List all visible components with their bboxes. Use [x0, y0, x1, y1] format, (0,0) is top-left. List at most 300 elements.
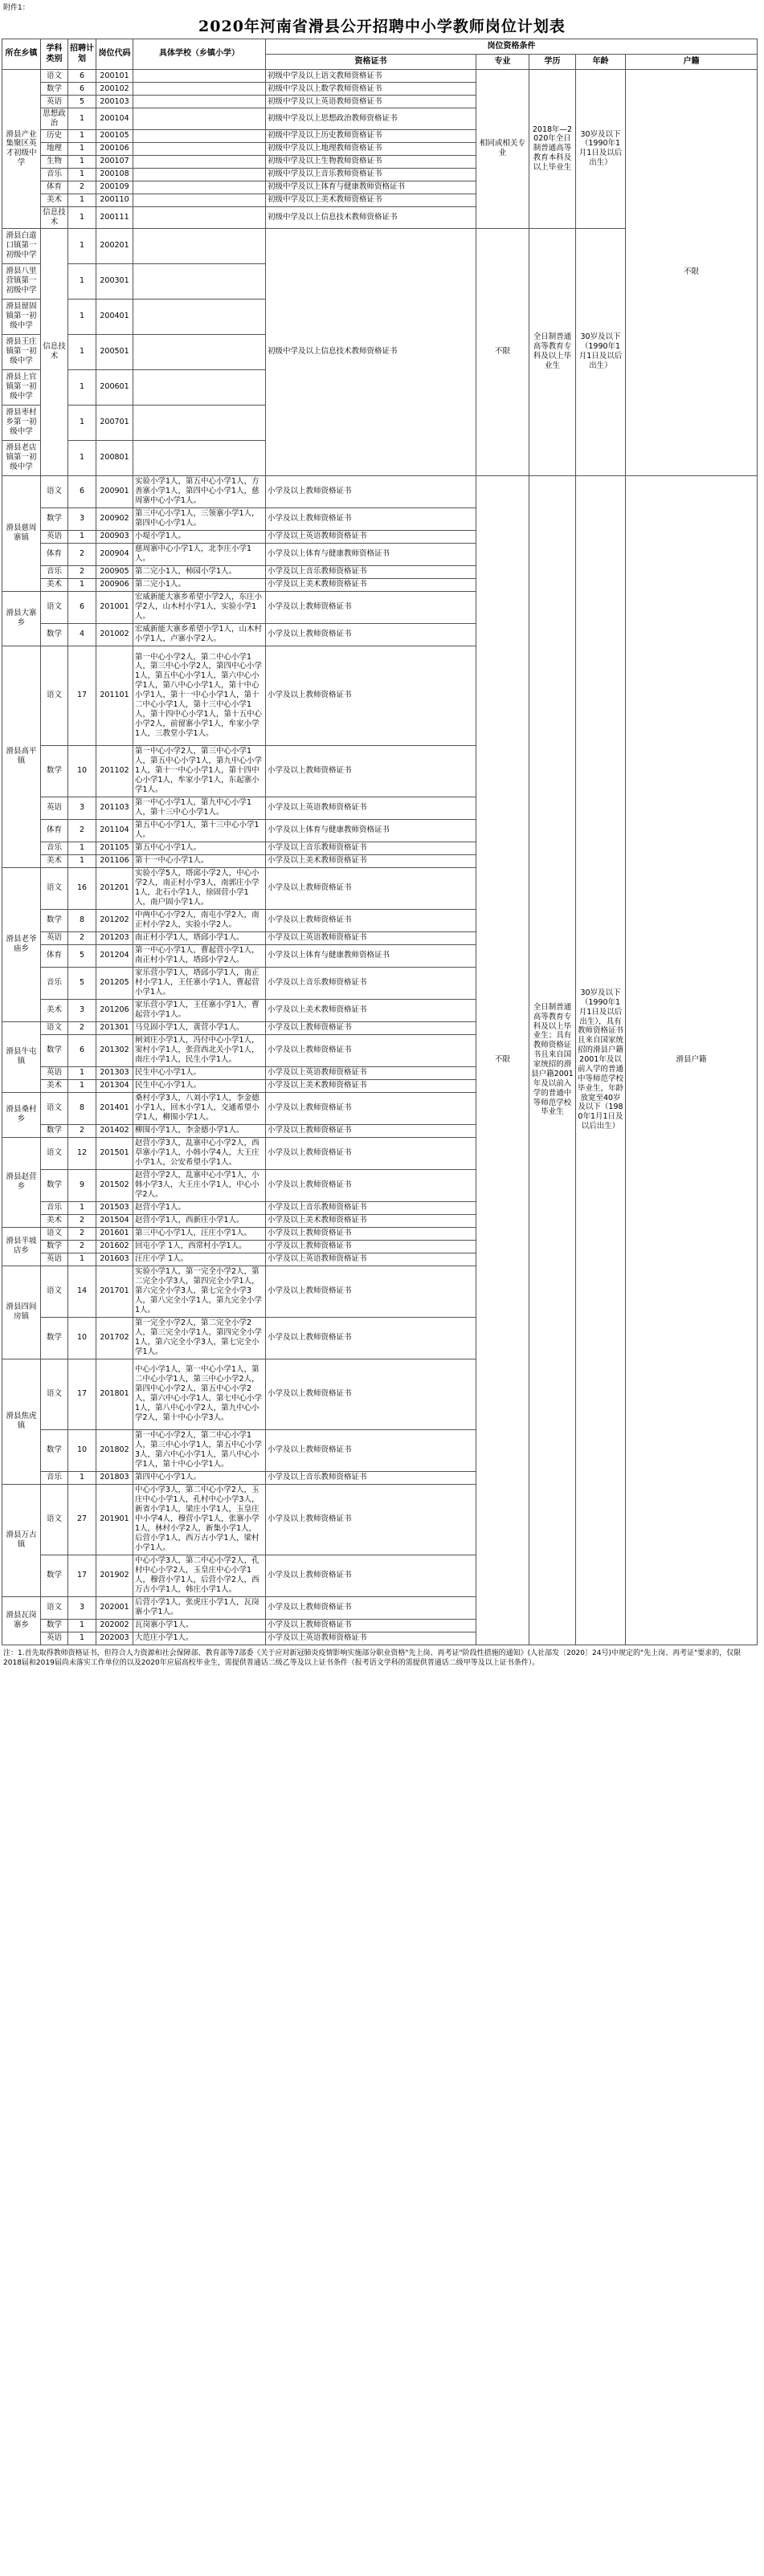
count-cell: 1 [68, 1471, 96, 1484]
header-education: 学历 [529, 55, 576, 70]
certificate-cell: 初级中学及以上生物教师资格证书 [266, 155, 476, 168]
certificate-cell: 小学及以上教师资格证书 [266, 1169, 476, 1201]
certificate-cell: 小学及以上英语教师资格证书 [266, 1066, 476, 1079]
subject-cell: 语文 [41, 1092, 68, 1124]
subject-cell: 音乐 [41, 565, 68, 578]
subject-cell: 数学 [41, 1169, 68, 1201]
footnote: 注：1.首先取得教师资格证书，但符合人力资源和社会保障部、教育部等7部委《关于应对新冠肺炎疫情影响实施部分职业资格"先上岗、再考证"阶段性措施的通知》(人社部发〔2020〕24号)中规定的"先上岗、再考证"要求的，仅限2018届和2019届尚未落实工作单位的以及2020年应届高校毕业生，需提供普通话二级乙等及以上证书条件（报考语文学科的需提供普通话二级甲等及以上证书条件）。 [3, 1649, 742, 1668]
certificate-cell: 小学及以上教师资格证书 [266, 909, 476, 931]
count-cell: 1 [68, 1079, 96, 1092]
count-cell: 2 [68, 1240, 96, 1253]
town-name: 滑县八里营镇第一初级中学 [2, 263, 41, 299]
code-cell: 202002 [96, 1619, 133, 1632]
code-cell: 200109 [96, 181, 133, 194]
code-cell: 200108 [96, 168, 133, 181]
certificate-cell: 小学及以上美术教师资格证书 [266, 854, 476, 867]
subject-cell: 英语 [41, 1253, 68, 1266]
town-name: 滑县大寨乡 [2, 591, 41, 646]
age-cell: 30岁及以下（1990年1月1日及以后出生） [576, 70, 626, 229]
code-cell: 200501 [96, 334, 133, 369]
count-cell: 3 [68, 1596, 96, 1619]
school-cell: 第一中心小学1人，曹起营小学1人，南正村小学1人，塔邱小学2人。 [133, 944, 266, 967]
subject-cell: 美术 [41, 194, 68, 206]
header-major: 专业 [476, 55, 529, 70]
subject-cell: 数学 [41, 1034, 68, 1066]
code-cell: 200301 [96, 263, 133, 299]
certificate-cell: 初级中学及以上数学教师资格证书 [266, 83, 476, 96]
code-cell: 201803 [96, 1471, 133, 1484]
attachment-label: 附件1： [3, 4, 30, 12]
subject-cell: 生物 [41, 155, 68, 168]
subject-cell: 音乐 [41, 1471, 68, 1484]
town-name: 滑县留固镇第一初级中学 [2, 299, 41, 334]
subject-cell: 体育 [41, 543, 68, 565]
certificate-cell: 初级中学及以上体育与健康教师资格证书 [266, 181, 476, 194]
certificate-cell: 小学及以上英语教师资格证书 [266, 931, 476, 944]
subject-cell: 语文 [41, 1137, 68, 1169]
school-cell: 瓦岗寨小学1人。 [133, 1619, 266, 1632]
certificate-cell: 小学及以上教师资格证书 [266, 623, 476, 646]
subject-cell: 语文 [41, 1227, 68, 1240]
certificate-cell: 初级中学及以上思想政治教师资格证书 [266, 108, 476, 130]
count-cell: 3 [68, 797, 96, 819]
count-cell: 3 [68, 507, 96, 530]
school-cell: 第三中心小学1人，汪庄小学1人。 [133, 1227, 266, 1240]
code-cell: 201502 [96, 1169, 133, 1201]
certificate-cell: 初级中学及以上英语教师资格证书 [266, 96, 476, 108]
certificate-cell: 小学及以上体育与健康教师资格证书 [266, 543, 476, 565]
major-cell: 相同或相关专业 [476, 70, 529, 229]
subject-cell: 英语 [41, 1632, 68, 1645]
count-cell: 1 [68, 842, 96, 854]
school-cell: 回屯小学 1人，西常村小学1人。 [133, 1240, 266, 1253]
town-name: 滑县白道口镇第一初级中学 [2, 228, 41, 263]
count-cell: 6 [68, 83, 96, 96]
count-cell: 1 [68, 168, 96, 181]
town-name: 滑县赵营乡 [2, 1137, 41, 1227]
code-cell: 201504 [96, 1214, 133, 1227]
code-cell: 201503 [96, 1201, 133, 1214]
town-name: 滑县瓦岗寨乡 [2, 1596, 41, 1645]
count-cell: 10 [68, 745, 96, 797]
code-cell: 200901 [96, 475, 133, 507]
header-conditions: 岗位资格条件 [266, 39, 758, 55]
count-cell: 14 [68, 1266, 96, 1317]
school-cell [133, 405, 266, 440]
certificate-cell: 小学及以上体育与健康教师资格证书 [266, 944, 476, 967]
certificate-cell: 小学及以上教师资格证书 [266, 1555, 476, 1596]
certificate-cell: 初级中学及以上美术教师资格证书 [266, 194, 476, 206]
code-cell: 200110 [96, 194, 133, 206]
certificate-cell: 小学及以上音乐教师资格证书 [266, 1201, 476, 1214]
subject-cell: 数学 [41, 623, 68, 646]
code-cell: 202003 [96, 1632, 133, 1645]
subject-cell: 美术 [41, 854, 68, 867]
subject-cell: 历史 [41, 129, 68, 142]
school-cell: 第三中心小学1人，三领寨小学1人，第四中心小学1人。 [133, 507, 266, 530]
count-cell: 2 [68, 819, 96, 842]
page-title: 2020年河南省滑县公开招聘中小学教师岗位计划表 [198, 18, 566, 35]
certificate-cell: 小学及以上教师资格证书 [266, 745, 476, 797]
certificate-cell: 小学及以上教师资格证书 [266, 1137, 476, 1169]
school-cell [133, 83, 266, 96]
school-cell: 宏威新能大寨乡希望小学1人，山木村小学1人，卢寨小学2人。 [133, 623, 266, 646]
school-cell [133, 96, 266, 108]
count-cell: 4 [68, 623, 96, 646]
code-cell: 201302 [96, 1034, 133, 1066]
subject-cell: 数学 [41, 83, 68, 96]
subject-cell: 音乐 [41, 168, 68, 181]
subject-cell: 英语 [41, 1066, 68, 1079]
certificate-cell: 小学及以上教师资格证书 [266, 1317, 476, 1359]
count-cell: 1 [68, 263, 96, 299]
subject-cell: 美术 [41, 578, 68, 591]
school-cell: 汪庄小学 1人。 [133, 1253, 266, 1266]
school-cell: 中两中心小学2人，南屯小学2人，南正村小学2人，实验小学2人。 [133, 909, 266, 931]
certificate-cell: 小学及以上英语教师资格证书 [266, 1253, 476, 1266]
school-cell [133, 168, 266, 181]
school-cell [133, 194, 266, 206]
certificate-cell: 小学及以上教师资格证书 [266, 1124, 476, 1137]
certificate-cell: 小学及以上教师资格证书 [266, 646, 476, 745]
subject-cell: 语文 [41, 1359, 68, 1429]
school-cell [133, 155, 266, 168]
certificate-cell: 小学及以上美术教师资格证书 [266, 999, 476, 1021]
header-location: 所在乡镇 [2, 39, 41, 70]
count-cell: 1 [68, 108, 96, 130]
subject-cell: 美术 [41, 999, 68, 1021]
count-cell: 2 [68, 181, 96, 194]
count-cell: 1 [68, 369, 96, 405]
code-cell: 201206 [96, 999, 133, 1021]
certificate-cell: 小学及以上教师资格证书 [266, 1484, 476, 1555]
code-cell: 201303 [96, 1066, 133, 1079]
certificate-cell: 小学及以上教师资格证书 [266, 591, 476, 623]
certificate-cell: 小学及以上教师资格证书 [266, 1021, 476, 1034]
count-cell: 2 [68, 1227, 96, 1240]
subject-cell: 英语 [41, 797, 68, 819]
count-cell: 1 [68, 530, 96, 543]
count-cell: 1 [68, 228, 96, 263]
code-cell: 201801 [96, 1359, 133, 1429]
school-cell: 第二完小1人。 [133, 578, 266, 591]
school-cell [133, 369, 266, 405]
school-cell: 南正村小学1人，塔邱小学1人。 [133, 931, 266, 944]
code-cell: 201603 [96, 1253, 133, 1266]
code-cell: 202001 [96, 1596, 133, 1619]
certificate-cell: 小学及以上美术教师资格证书 [266, 1214, 476, 1227]
count-cell: 1 [68, 440, 96, 475]
town-name: 滑县四间房镇 [2, 1266, 41, 1359]
code-cell: 200111 [96, 206, 133, 228]
subject-cell: 语文 [41, 1266, 68, 1317]
school-cell [133, 206, 266, 228]
subject-cell: 语文 [41, 70, 68, 83]
school-cell: 赵营小学3人，乱寨中心小学2人，西草寨小学1人，小韩小学4人，大王庄小学1人，公安希望小学1人。 [133, 1137, 266, 1169]
count-cell: 17 [68, 1555, 96, 1596]
count-cell: 2 [68, 1021, 96, 1034]
code-cell: 201102 [96, 745, 133, 797]
town-name: 滑县慈周寨镇 [2, 475, 41, 591]
town-name: 滑县老爷庙乡 [2, 867, 41, 1021]
count-cell: 17 [68, 1359, 96, 1429]
school-cell: 第一中心小学2人，第三中心小学1人，第五中心小学1人，第九中心小学1人，第十一中心小学1人，第十四中心小学1人，牟家小学1人，东起寨小学1人。 [133, 745, 266, 797]
code-cell: 200107 [96, 155, 133, 168]
code-cell: 201105 [96, 842, 133, 854]
subject-cell: 语文 [41, 1484, 68, 1555]
school-cell: 第一中心小学2人，第二中心小学1人，第三中心小学2人，第四中心小学1人，第五中心小学1人，第六中心小学1人，第八中心小学1人，第十中心小学1人，第十一中心小学1人，第十二中心小学1人，第十三中心小学1人，第十四中心小学1人，第十五中心小学2人，前留寨小学1人，牟家小学1人，三教堂小学1人。 [133, 646, 266, 745]
school-cell [133, 440, 266, 475]
count-cell: 1 [68, 854, 96, 867]
school-cell: 家乐营小学1人，塔邱小学1人，南正村小学1人，王任寨小学1人，曹起营小学1人。 [133, 967, 266, 999]
school-cell: 第五中心小学1人。 [133, 842, 266, 854]
school-cell: 第一完全小学2人，第二完全小学2人，第三完全小学1人，第四完全小学1人，第六完全小学3人，第七完全小学1人。 [133, 1317, 266, 1359]
certificate-cell: 小学及以上教师资格证书 [266, 1429, 476, 1471]
subject-cell: 数学 [41, 1317, 68, 1359]
certificate-cell: 小学及以上教师资格证书 [266, 1596, 476, 1619]
major-cell: 不限 [476, 228, 529, 475]
code-cell: 201402 [96, 1124, 133, 1137]
subject-cell: 数学 [41, 507, 68, 530]
school-cell: 第四中心小学1人。 [133, 1471, 266, 1484]
school-cell: 中心小学3人，第二中心小学2人，孔村中心小学2人，玉皇庄中心小学1人，穆营小学1人，后营小学2人，西万古小学1人，韩庄小学1人。 [133, 1555, 266, 1596]
code-cell: 201205 [96, 967, 133, 999]
count-cell: 1 [68, 1619, 96, 1632]
count-cell: 1 [68, 1253, 96, 1266]
count-cell: 1 [68, 334, 96, 369]
school-cell: 第五中心小学1人，第十三中心小学1人。 [133, 819, 266, 842]
code-cell: 200904 [96, 543, 133, 565]
count-cell: 1 [68, 194, 96, 206]
town-name: 滑县上官镇第一初级中学 [2, 369, 41, 405]
school-cell: 第一中心小学1人，第九中心小学1人，第十三中心小学1人。 [133, 797, 266, 819]
hukou-cell: 滑县户籍 [626, 475, 758, 1645]
code-cell: 201902 [96, 1555, 133, 1596]
subject-cell: 体育 [41, 819, 68, 842]
school-cell [133, 70, 266, 83]
count-cell: 1 [68, 142, 96, 155]
code-cell: 200106 [96, 142, 133, 155]
town-name: 滑县牛屯镇 [2, 1021, 41, 1092]
school-cell: 实验小学1人，第五中心小学1人，方善寨小学1人，第四中心小学1人，慈周寨中心小学1人。 [133, 475, 266, 507]
certificate-cell: 小学及以上教师资格证书 [266, 1359, 476, 1429]
age-cell: 30岁及以下（1990年1月1日及以后出生） [576, 228, 626, 475]
count-cell: 17 [68, 646, 96, 745]
school-cell: 民生中心小学1人。 [133, 1066, 266, 1079]
code-cell: 201901 [96, 1484, 133, 1555]
code-cell: 201101 [96, 646, 133, 745]
school-cell: 赵营小学2人，乱寨中心小学1人，小韩小学3人，大王庄小学1人，中心小学2人。 [133, 1169, 266, 1201]
code-cell: 201203 [96, 931, 133, 944]
count-cell: 5 [68, 944, 96, 967]
count-cell: 1 [68, 299, 96, 334]
count-cell: 9 [68, 1169, 96, 1201]
code-cell: 201104 [96, 819, 133, 842]
school-cell: 宏威新能大寨乡希望小学2人，东庄小学2人，山木村小学1人，实验小学1人。 [133, 591, 266, 623]
code-cell: 200902 [96, 507, 133, 530]
certificate-cell: 小学及以上教师资格证书 [266, 1092, 476, 1124]
school-cell: 第一中心小学2人，第二中心小学1人，第三中心小学1人，第五中心小学3人，第六中心小学1人，第八中心小学1人，第十中心小学1人。 [133, 1429, 266, 1471]
certificate-cell: 小学及以上英语教师资格证书 [266, 1632, 476, 1645]
subject-cell: 信息技术 [41, 228, 68, 475]
certificate-cell: 小学及以上英语教师资格证书 [266, 797, 476, 819]
count-cell: 27 [68, 1484, 96, 1555]
subject-cell: 音乐 [41, 1201, 68, 1214]
school-cell: 第二完小1人，柿园小学1人。 [133, 565, 266, 578]
school-cell [133, 129, 266, 142]
code-cell: 200801 [96, 440, 133, 475]
count-cell: 3 [68, 999, 96, 1021]
count-cell: 1 [68, 405, 96, 440]
subject-cell: 音乐 [41, 967, 68, 999]
subject-cell: 语文 [41, 475, 68, 507]
code-cell: 200903 [96, 530, 133, 543]
code-cell: 200701 [96, 405, 133, 440]
school-cell: 中心小学3人，第二中心小学2人，玉庄中心小学1人，孔村中心小学3人，新省小学1人，梁庄小学1人，玉皇庄中小学4人，穆营小学1人，张寨小学1人，林村小学2人，新集小学1人，后营小学1人，西万古小学1人，梁村小学1人。 [133, 1484, 266, 1555]
count-cell: 1 [68, 155, 96, 168]
hukou-cell: 不限 [626, 70, 758, 476]
subject-cell: 语文 [41, 646, 68, 745]
table-row [2, 70, 758, 83]
count-cell: 2 [68, 931, 96, 944]
certificate-cell: 小学及以上教师资格证书 [266, 1227, 476, 1240]
school-cell: 马兑固小学1人，黄营小学1人。 [133, 1021, 266, 1034]
subject-cell: 语文 [41, 591, 68, 623]
age-cell: 30岁及以下（1990年1月1日及以后出生），具有教师资格证书且来自国家统招的滑县户籍2001年及以前入学的普通中等师范学校毕业生，年龄放宽至40岁及以下（1980年1月1日及以后出生） [576, 475, 626, 1645]
code-cell: 201001 [96, 591, 133, 623]
subject-cell: 思想政治 [41, 108, 68, 130]
count-cell: 10 [68, 1317, 96, 1359]
subject-cell: 音乐 [41, 842, 68, 854]
count-cell: 6 [68, 591, 96, 623]
subject-cell: 英语 [41, 96, 68, 108]
header-code: 岗位代码 [96, 39, 133, 70]
subject-cell: 美术 [41, 1214, 68, 1227]
school-cell [133, 142, 266, 155]
code-cell: 201106 [96, 854, 133, 867]
certificate-cell: 初级中学及以上信息技术教师资格证书 [266, 228, 476, 475]
count-cell: 6 [68, 1034, 96, 1066]
count-cell: 6 [68, 70, 96, 83]
education-cell: 全日制普通高等教育专科及以上毕业生；具有教师资格证书且来自国家统招的滑县户籍2001年及以前入学的普通中等师范学校毕业生 [529, 475, 576, 1645]
code-cell: 201002 [96, 623, 133, 646]
header-subject: 学科类别 [41, 39, 68, 70]
count-cell: 1 [68, 1632, 96, 1645]
subject-cell: 体育 [41, 944, 68, 967]
subject-cell: 数学 [41, 1124, 68, 1137]
subject-cell: 数学 [41, 1240, 68, 1253]
school-cell: 实验小学5人，塔邱小学2人，中心小学2人，南正村小学3人，南郭庄小学1人，北石小学1人，徐固营小学1人，南户固小学1人。 [133, 867, 266, 909]
count-cell: 1 [68, 206, 96, 228]
code-cell: 200101 [96, 70, 133, 83]
school-cell: 桑村小学3人，八刘小学1人，李金德小学1人，回木小学1人，交通希望小学1人，柳围小学1人。 [133, 1092, 266, 1124]
town-name: 滑县万古镇 [2, 1484, 41, 1596]
school-cell [133, 181, 266, 194]
town-name: 滑县老店镇第一初级中学 [2, 440, 41, 475]
certificate-cell: 小学及以上音乐教师资格证书 [266, 1471, 476, 1484]
certificate-cell: 小学及以上教师资格证书 [266, 1266, 476, 1317]
count-cell: 1 [68, 129, 96, 142]
certificate-cell: 初级中学及以上音乐教师资格证书 [266, 168, 476, 181]
code-cell: 201802 [96, 1429, 133, 1471]
certificate-cell: 初级中学及以上语文教师资格证书 [266, 70, 476, 83]
town-name: 滑县枣村乡第一初级中学 [2, 405, 41, 440]
count-cell: 1 [68, 1066, 96, 1079]
code-cell: 201701 [96, 1266, 133, 1317]
school-cell: 家乐营小学1人，王任寨小学1人，曹起营小学1人。 [133, 999, 266, 1021]
count-cell: 8 [68, 909, 96, 931]
certificate-cell: 小学及以上教师资格证书 [266, 1619, 476, 1632]
certificate-cell: 小学及以上英语教师资格证书 [266, 530, 476, 543]
town-name: 滑县半坡店乡 [2, 1227, 41, 1266]
town-name: 滑县产业集聚区英才初级中学 [2, 70, 41, 229]
school-cell [133, 228, 266, 263]
recruitment-table [2, 39, 758, 1645]
code-cell: 201401 [96, 1092, 133, 1124]
subject-cell: 数学 [41, 909, 68, 931]
code-cell: 201501 [96, 1137, 133, 1169]
certificate-cell: 小学及以上音乐教师资格证书 [266, 565, 476, 578]
count-cell: 5 [68, 967, 96, 999]
subject-cell: 信息技术 [41, 206, 68, 228]
certificate-cell: 小学及以上教师资格证书 [266, 507, 476, 530]
code-cell: 201103 [96, 797, 133, 819]
code-cell: 200105 [96, 129, 133, 142]
code-cell: 200103 [96, 96, 133, 108]
subject-cell: 语文 [41, 1596, 68, 1619]
town-name: 滑县桑村乡 [2, 1092, 41, 1137]
school-cell: 闸刘庄小学1人，冯付中心小学1人，窦村小学1人，张营西北关小学1人，南庄小学1人，民生小学1人。 [133, 1034, 266, 1066]
town-name: 滑县高平镇 [2, 646, 41, 867]
code-cell: 200905 [96, 565, 133, 578]
header-count: 招聘计划 [68, 39, 96, 70]
school-cell: 后营小学1人，张虎庄小学1人，瓦岗寨小学1人。 [133, 1596, 266, 1619]
school-cell: 柳围小学1人，李金德小学1人。 [133, 1124, 266, 1137]
count-cell: 1 [68, 1201, 96, 1214]
school-cell [133, 334, 266, 369]
code-cell: 201601 [96, 1227, 133, 1240]
code-cell: 200401 [96, 299, 133, 334]
certificate-cell: 小学及以上教师资格证书 [266, 475, 476, 507]
count-cell: 1 [68, 578, 96, 591]
subject-cell: 数学 [41, 745, 68, 797]
school-cell: 小堤小学1人。 [133, 530, 266, 543]
major-cell: 不限 [476, 475, 529, 1645]
code-cell: 201602 [96, 1240, 133, 1253]
certificate-cell: 小学及以上教师资格证书 [266, 1240, 476, 1253]
subject-cell: 数学 [41, 1555, 68, 1596]
certificate-cell: 小学及以上音乐教师资格证书 [266, 842, 476, 854]
certificate-cell: 初级中学及以上信息技术教师资格证书 [266, 206, 476, 228]
code-cell: 200104 [96, 108, 133, 130]
count-cell: 2 [68, 1124, 96, 1137]
count-cell: 2 [68, 543, 96, 565]
count-cell: 10 [68, 1429, 96, 1471]
school-cell: 中心小学1人，第一中心小学1人，第二中心小学1人，第三中心小学2人，第四中心小学2人，第五中心小学2人，第六中心小学1人，第七中心小学1人，第八中心小学2人，第九中心小学2人，第十中心小学3人。 [133, 1359, 266, 1429]
subject-cell: 地理 [41, 142, 68, 155]
code-cell: 200201 [96, 228, 133, 263]
count-cell: 16 [68, 867, 96, 909]
school-cell: 实验小学1人，第一完全小学2人，第二完全小学3人，第四完全小学1人，第六完全小学3人，第七完全小学3人，第八完全小学1人，第九完全小学1人。 [133, 1266, 266, 1317]
town-name: 滑县王庄镇第一初级中学 [2, 334, 41, 369]
code-cell: 201202 [96, 909, 133, 931]
count-cell: 2 [68, 1214, 96, 1227]
school-cell [133, 299, 266, 334]
school-cell: 大范庄小学1人。 [133, 1632, 266, 1645]
header-certificate: 资格证书 [266, 55, 476, 70]
code-cell: 201204 [96, 944, 133, 967]
subject-cell: 美术 [41, 1079, 68, 1092]
